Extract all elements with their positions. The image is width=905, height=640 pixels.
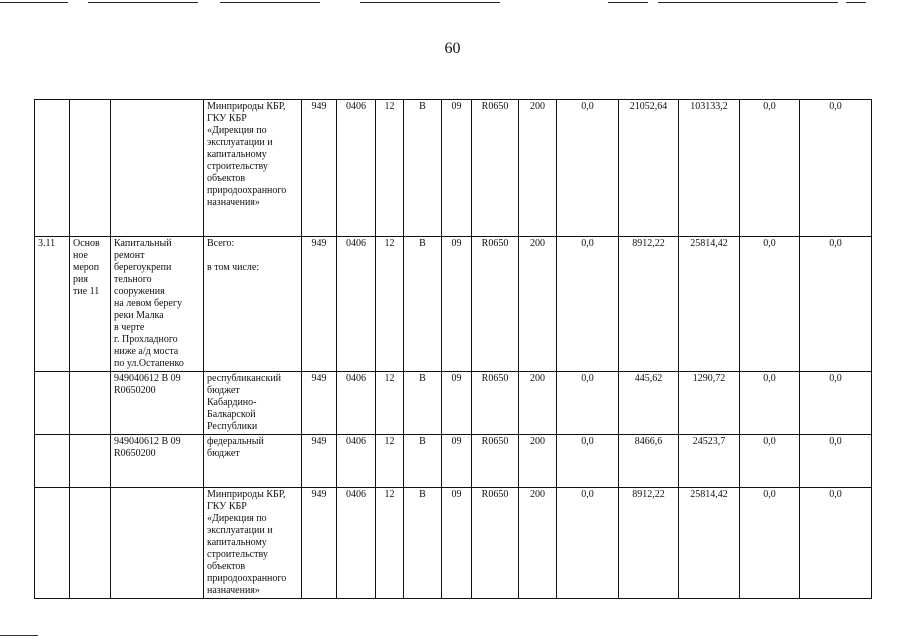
value-4: 0,0 xyxy=(740,100,800,237)
value-1: 0,0 xyxy=(557,435,619,488)
rzpr-code: 0406 xyxy=(337,372,376,435)
vr-code: 200 xyxy=(519,435,557,488)
row-status: Основ ное мероп рия тие 11 xyxy=(70,237,111,372)
table-row xyxy=(35,237,872,372)
value-2: 21052,64 xyxy=(619,100,679,237)
value-4: 0,0 xyxy=(740,488,800,599)
om-code: 09 xyxy=(442,435,472,488)
om-code: 09 xyxy=(442,100,472,237)
value-5: 0,0 xyxy=(800,488,872,599)
gp-code: 12 xyxy=(376,100,404,237)
row-executor: республиканский бюджет Кабардино- Балкарской Республики xyxy=(204,372,302,435)
value-2: 8912,22 xyxy=(619,488,679,599)
value-1: 0,0 xyxy=(557,100,619,237)
grbs-code: 949 xyxy=(302,488,337,599)
grbs-code: 949 xyxy=(302,100,337,237)
om-code: 09 xyxy=(442,372,472,435)
row-executor: Минприроды КБР, ГКУ КБР «Дирекция по эксплуатации и капитальному строительству объектов природоохранного назначения» xyxy=(204,100,302,237)
rzpr-code: 0406 xyxy=(337,100,376,237)
scan-line xyxy=(846,2,866,3)
row-number xyxy=(35,435,70,488)
row-number: 3.11 xyxy=(35,237,70,372)
value-5: 0,0 xyxy=(800,237,872,372)
table-row xyxy=(35,488,872,599)
value-1: 0,0 xyxy=(557,488,619,599)
scan-line xyxy=(220,2,320,3)
value-3: 25814,42 xyxy=(679,488,740,599)
vr-code: 200 xyxy=(519,237,557,372)
gp-code: 12 xyxy=(376,488,404,599)
row-number xyxy=(35,100,70,237)
value-2: 8912,22 xyxy=(619,237,679,372)
value-3: 24523,7 xyxy=(679,435,740,488)
vr-code: 200 xyxy=(519,488,557,599)
budget-table xyxy=(34,99,872,599)
row-executor: Всего: в том числе: xyxy=(204,237,302,372)
row-status xyxy=(70,372,111,435)
row-executor: федеральный бюджет xyxy=(204,435,302,488)
table-row xyxy=(35,435,872,488)
om-code: 09 xyxy=(442,237,472,372)
tsr-code: R0650 xyxy=(472,372,519,435)
rzpr-code: 0406 xyxy=(337,435,376,488)
rzpr-code: 0406 xyxy=(337,488,376,599)
row-executor: Минприроды КБР, ГКУ КБР «Дирекция по эксплуатации и капитальному строительству объектов природоохранного назначения» xyxy=(204,488,302,599)
value-3: 25814,42 xyxy=(679,237,740,372)
row-name: 949040612 В 09 R0650200 xyxy=(111,372,204,435)
tsr-code: R0650 xyxy=(472,488,519,599)
grbs-code: 949 xyxy=(302,435,337,488)
value-5: 0,0 xyxy=(800,100,872,237)
scan-line xyxy=(0,635,38,636)
row-name xyxy=(111,488,204,599)
gp-code: 12 xyxy=(376,435,404,488)
grbs-code: 949 xyxy=(302,372,337,435)
pgp-code: В xyxy=(404,372,442,435)
om-code: 09 xyxy=(442,488,472,599)
scan-line xyxy=(0,2,68,3)
table-body xyxy=(35,100,872,599)
pgp-code: В xyxy=(404,435,442,488)
row-status xyxy=(70,435,111,488)
row-number xyxy=(35,372,70,435)
scan-line xyxy=(360,2,500,3)
vr-code: 200 xyxy=(519,372,557,435)
value-1: 0,0 xyxy=(557,372,619,435)
scan-line xyxy=(88,2,198,3)
tsr-code: R0650 xyxy=(472,237,519,372)
grbs-code: 949 xyxy=(302,237,337,372)
scan-line xyxy=(658,2,838,3)
gp-code: 12 xyxy=(376,237,404,372)
value-2: 445,62 xyxy=(619,372,679,435)
value-4: 0,0 xyxy=(740,372,800,435)
tsr-code: R0650 xyxy=(472,100,519,237)
scan-line xyxy=(608,2,648,3)
row-name: 949040612 В 09 R0650200 xyxy=(111,435,204,488)
pgp-code: В xyxy=(404,100,442,237)
rzpr-code: 0406 xyxy=(337,237,376,372)
value-3: 1290,72 xyxy=(679,372,740,435)
value-1: 0,0 xyxy=(557,237,619,372)
gp-code: 12 xyxy=(376,372,404,435)
value-2: 8466,6 xyxy=(619,435,679,488)
row-status xyxy=(70,488,111,599)
value-4: 0,0 xyxy=(740,237,800,372)
row-name xyxy=(111,100,204,237)
vr-code: 200 xyxy=(519,100,557,237)
value-5: 0,0 xyxy=(800,435,872,488)
page-number: 60 xyxy=(444,40,461,57)
row-name: Капитальный ремонт берегоукрепи тельного сооружения на левом берегу реки Малка в черте г. Прохладного ниже а/д моста по ул.Остапенко xyxy=(111,237,204,372)
row-number xyxy=(35,488,70,599)
pgp-code: В xyxy=(404,237,442,372)
value-4: 0,0 xyxy=(740,435,800,488)
value-5: 0,0 xyxy=(800,372,872,435)
table-row xyxy=(35,372,872,435)
pgp-code: В xyxy=(404,488,442,599)
tsr-code: R0650 xyxy=(472,435,519,488)
value-3: 103133,2 xyxy=(679,100,740,237)
row-status xyxy=(70,100,111,237)
table-row xyxy=(35,100,872,237)
